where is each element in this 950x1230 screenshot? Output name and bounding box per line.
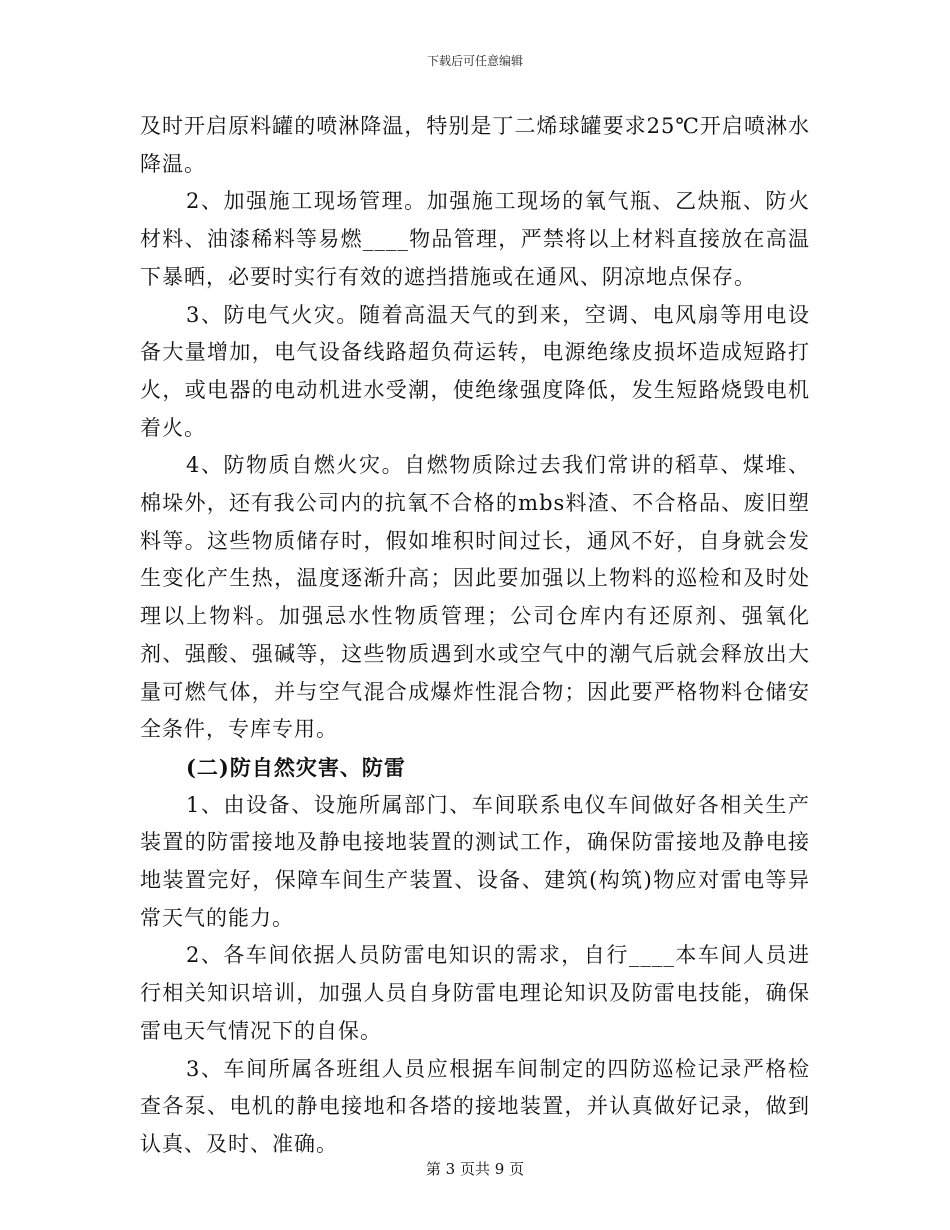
- paragraph-item-2: 2、加强施工现场管理。加强施工现场的氧气瓶、乙炔瓶、防火材料、油漆稀料等易燃____物品管理，严禁将以上材料直接放在高温下暴晒，必要时实行有效的遮挡措施或在通风、阴凉地点保存。: [140, 189, 810, 289]
- page-number: 第 3 页共 9 页: [425, 1160, 525, 1178]
- paragraph-lightning-2: 2、各车间依据人员防雷电知识的需求，自行____本车间人员进行相关知识培训，加强人员自身防雷电理论知识及防雷电技能，确保雷电天气情况下的自保。: [140, 943, 810, 1043]
- section-heading: (二)防自然灾害、防雷: [186, 754, 406, 780]
- paragraph-lightning-3: 3、车间所属各班组人员应根据车间制定的四防巡检记录严格检查各泵、电机的静电接地和各塔的接地装置，并认真做好记录，做到认真、及时、准确。: [140, 1056, 810, 1156]
- paragraph-item-3: 3、防电气火灾。随着高温天气的到来，空调、电风扇等用电设备大量增加，电气设备线路超负荷运转，电源绝缘皮损坏造成短路打火，或电器的电动机进水受潮，使绝缘强度降低，发生短路烧毁电机着火。: [140, 302, 810, 440]
- paragraph-item-4: 4、防物质自燃火灾。自燃物质除过去我们常讲的稻草、煤堆、棉垛外，还有我公司内的抗氧不合格的mbs料渣、不合格品、废旧塑料等。这些物质储存时，假如堆积时间过长，通风不好，自身就会发生变化产生热，温度逐渐升高；因此要加强以上物料的巡检和及时处理以上物料。加强忌水性物质管理；公司仓库内有还原剂、强氧化剂、强酸、强碱等，这些物质遇到水或空气中的潮气后就会释放出大量可燃气体，并与空气混合成爆炸性混合物；因此要严格物料仓储安全条件，专库专用。: [140, 453, 810, 742]
- document-body: [140, 108, 810, 1164]
- paragraph-continuation: 及时开启原料罐的喷淋降温，特别是丁二烯球罐要求25℃开启喷淋水降温。: [140, 114, 810, 176]
- paragraph-lightning-1: 1、由设备、设施所属部门、车间联系电仪车间做好各相关生产装置的防雷接地及静电接地装置的测试工作，确保防雷接地及静电接地装置完好，保障车间生产装置、设备、建筑(构筑)物应对雷电等异常天气的能力。: [140, 792, 810, 930]
- page-header-note: 下载后可任意编辑: [426, 54, 523, 68]
